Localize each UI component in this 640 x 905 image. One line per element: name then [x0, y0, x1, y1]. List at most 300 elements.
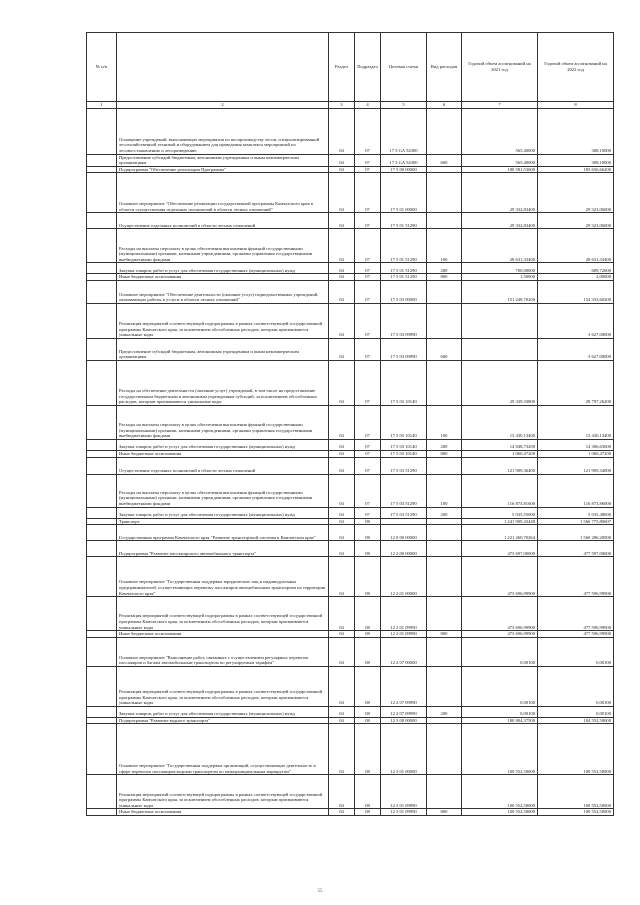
row-razdel: 04	[329, 666, 355, 706]
row-target-article: 17 5 03 51290	[381, 507, 427, 518]
row-amount-2021: 473 696,99900	[462, 631, 538, 638]
row-expense-type: 200	[427, 706, 462, 717]
row-razdel: 04	[329, 450, 355, 457]
row-name: Расходы на обеспечение деятельности (оказание услуг) учреждений, в том числе на предоставление государственным бюджетным и автономным учреждениям субсидий, за исключением обособленных расходов, которым присваиваются уникальные коды	[117, 360, 329, 405]
table-row	[87, 263, 614, 274]
table-row	[87, 541, 614, 557]
row-name: Предоставление субсидий бюджетным, автономным учреждениям и иным некоммерческим организациям	[117, 154, 329, 166]
row-target-article: 17 5 01 00000	[381, 173, 427, 213]
row-name: Расходы на выплаты персоналу в целях обеспечения выполнения функций государственными (муниципальными) органами, казенными учреждениями, органами управления государственными внебюджетными фондами	[117, 405, 329, 439]
row-amount-2022: 689,72600	[538, 263, 614, 274]
table-row	[87, 213, 614, 229]
row-podrazdel: 07	[355, 474, 381, 507]
table-row	[87, 229, 614, 263]
header-num: № п/п	[87, 33, 117, 102]
row-target-article: 17 3 GA 54300	[381, 154, 427, 166]
budget-table	[86, 32, 614, 816]
row-razdel: 04	[329, 360, 355, 405]
row-amount-2021: 1 221 260,70264	[462, 525, 538, 541]
row-expense-type: 100	[427, 405, 462, 439]
row-razdel: 04	[329, 724, 355, 775]
row-name: Основное мероприятие "Обеспечение реализации государственной программы Камчатского края в области осуществления отдельных полномочий в области лесных отношений"	[117, 173, 329, 213]
row-razdel: 04	[329, 557, 355, 597]
row-expense-type: 200	[427, 507, 462, 518]
row-number	[87, 173, 117, 213]
row-amount-2022: 1 560 286,20000	[538, 525, 614, 541]
col-index: 3	[329, 102, 355, 109]
row-expense-type	[427, 360, 462, 405]
row-razdel: 04	[329, 518, 355, 525]
table-row	[87, 457, 614, 474]
row-expense-type	[427, 280, 462, 303]
row-name: Закупка товаров, работ и услуг для обеспечения государственных (муниципальных) нужд	[117, 706, 329, 717]
row-amount-2022: 14 306,65600	[538, 439, 614, 450]
table-row	[87, 166, 614, 173]
row-number	[87, 166, 117, 173]
row-target-article: 17 5 03 00000	[381, 280, 427, 303]
row-name: Иные бюджетные ассигнования	[117, 809, 329, 816]
row-number	[87, 507, 117, 518]
row-number	[87, 597, 117, 631]
row-podrazdel: 07	[355, 338, 381, 360]
row-podrazdel: 08	[355, 775, 381, 809]
row-amount-2021: 1 060,47200	[462, 450, 538, 457]
row-amount-2022: 0,00100	[538, 706, 614, 717]
row-podrazdel: 07	[355, 439, 381, 450]
row-razdel: 04	[329, 637, 355, 666]
row-name: Предоставление субсидий бюджетным, автономным учреждениям и иным некоммерческим организациям	[117, 338, 329, 360]
row-name: Реализация мероприятий соответствующей подпрограммы в рамках соответствующей государственной программы Камчатского края, за исключением обособленных расходов, которым присваиваются уникальные коды	[117, 666, 329, 706]
row-target-article: 12 3 01 00000	[381, 724, 427, 775]
row-amount-2021: 29 339,33800	[462, 360, 538, 405]
row-expense-type: 200	[427, 263, 462, 274]
table-row	[87, 597, 614, 631]
header-razdel: Раздел	[329, 33, 355, 102]
row-amount-2021: 1 241 909,43448	[462, 518, 538, 525]
row-number	[87, 439, 117, 450]
row-target-article: 17 5 00 00000	[381, 166, 427, 173]
row-amount-2022: 154 333,60200	[538, 280, 614, 303]
row-razdel: 04	[329, 274, 355, 281]
row-podrazdel: 08	[355, 541, 381, 557]
col-index: 6	[427, 102, 462, 109]
row-amount-2021: 473 696,99900	[462, 597, 538, 631]
row-target-article	[381, 518, 427, 525]
row-amount-2022: 29 323,06000	[538, 173, 614, 213]
row-podrazdel: 08	[355, 525, 381, 541]
row-podrazdel: 07	[355, 457, 381, 474]
row-razdel: 04	[329, 166, 355, 173]
row-razdel: 04	[329, 303, 355, 338]
col-index: 8	[538, 102, 614, 109]
row-amount-2022: 1 566 775,80607	[538, 518, 614, 525]
row-razdel: 04	[329, 474, 355, 507]
table-row	[87, 108, 614, 154]
row-razdel: 04	[329, 775, 355, 809]
row-razdel: 04	[329, 280, 355, 303]
row-target-article: 17 5 03 09990	[381, 303, 427, 338]
row-amount-2022: 308,10000	[538, 154, 614, 166]
row-amount-2021	[462, 303, 538, 338]
row-amount-2021: 14 848,73200	[462, 439, 538, 450]
row-target-article: 17 5 01 51290	[381, 213, 427, 229]
row-number	[87, 280, 117, 303]
row-number	[87, 557, 117, 597]
row-expense-type	[427, 166, 462, 173]
row-number	[87, 274, 117, 281]
row-name: Реализация мероприятий соответствующей подпрограммы в рамках соответствующей государственной программы Камчатского края, за исключением обособленных расходов, которым присваиваются уникальные коды	[117, 303, 329, 338]
row-expense-type: 200	[427, 439, 462, 450]
row-number	[87, 666, 117, 706]
row-razdel: 04	[329, 229, 355, 263]
row-podrazdel: 08	[355, 557, 381, 597]
row-target-article: 17 5 01 51290	[381, 274, 427, 281]
row-number	[87, 525, 117, 541]
row-razdel: 04	[329, 338, 355, 360]
col-index: 5	[381, 102, 427, 109]
header-target-article: Целевая статья	[381, 33, 427, 102]
row-razdel: 04	[329, 631, 355, 638]
table-row	[87, 303, 614, 338]
row-amount-2021: 151 248,70200	[462, 280, 538, 303]
header-name	[117, 33, 329, 102]
table-row	[87, 280, 614, 303]
row-expense-type: 100	[427, 229, 462, 263]
row-podrazdel: 07	[355, 263, 381, 274]
table-row	[87, 706, 614, 717]
row-expense-type	[427, 724, 462, 775]
row-target-article: 12 2 00 00000	[381, 541, 427, 557]
row-target-article: 17 5 01 51290	[381, 229, 427, 263]
row-amount-2021: 100 552,50000	[462, 775, 538, 809]
table-row	[87, 450, 614, 457]
row-razdel: 04	[329, 154, 355, 166]
table-row	[87, 360, 614, 405]
row-podrazdel: 07	[355, 303, 381, 338]
row-amount-2021: 180 581,53600	[462, 166, 538, 173]
row-amount-2022: 477 596,99900	[538, 597, 614, 631]
row-name: Основное мероприятие "Государственная поддержка организаций, осуществляющих деятельность в сфере перевозок пассажиров водным транспортом по межмуниципальным маршрутам"	[117, 724, 329, 775]
row-name: Реализация мероприятий соответствующей подпрограммы в рамках соответствующей государственной программы Камчатского края, за исключением обособленных расходов, которым присваиваются уникальные коды	[117, 597, 329, 631]
row-amount-2022: 1 060,47200	[538, 450, 614, 457]
row-target-article: 12 3 01 09990	[381, 775, 427, 809]
row-razdel: 04	[329, 717, 355, 724]
col-index: 7	[462, 102, 538, 109]
row-amount-2021: 180 804,37500	[462, 717, 538, 724]
row-razdel: 04	[329, 507, 355, 518]
row-number	[87, 213, 117, 229]
table-row	[87, 474, 614, 507]
column-index-row	[87, 102, 614, 109]
row-amount-2021: 0,00100	[462, 706, 538, 717]
row-amount-2022: 28 631,33400	[538, 229, 614, 263]
row-number	[87, 108, 117, 154]
row-target-article: 17 3 GA 54300	[381, 108, 427, 154]
row-number	[87, 518, 117, 525]
page-number: 55	[317, 889, 323, 894]
row-amount-2022: 477 596,99900	[538, 557, 614, 597]
table-row	[87, 173, 614, 213]
row-amount-2021: 13 430,13400	[462, 405, 538, 439]
row-expense-type	[427, 637, 462, 666]
row-amount-2021: 0,00100	[462, 637, 538, 666]
row-target-article: 12 2 01 09990	[381, 597, 427, 631]
row-razdel: 04	[329, 525, 355, 541]
row-expense-type	[427, 213, 462, 229]
row-amount-2021: 121 909,36400	[462, 457, 538, 474]
row-amount-2022: 5 035,48000	[538, 507, 614, 518]
row-number	[87, 154, 117, 166]
row-name: Закупка товаров, работ и услуг для обеспечения государственных (муниципальных) нужд	[117, 263, 329, 274]
row-amount-2021: 565,40000	[462, 108, 538, 154]
row-amount-2021: 116 873,81600	[462, 474, 538, 507]
row-name: Иные бюджетные ассигнования	[117, 450, 329, 457]
row-number	[87, 457, 117, 474]
row-name: Государственная программа Камчатского края "Развитие транспортной системы в Камчатском крае"	[117, 525, 329, 541]
table-row	[87, 154, 614, 166]
table-row	[87, 518, 614, 525]
row-name: Закупка товаров, работ и услуг для обеспечения государственных (муниципальных) нужд	[117, 439, 329, 450]
row-amount-2021: 0,00100	[462, 666, 538, 706]
row-number	[87, 360, 117, 405]
row-number	[87, 263, 117, 274]
row-name: Подпрограмма "Развитие водного транспорта"	[117, 717, 329, 724]
row-number	[87, 541, 117, 557]
row-amount-2022: 116 873,86000	[538, 474, 614, 507]
table-row	[87, 724, 614, 775]
row-number	[87, 450, 117, 457]
row-podrazdel: 07	[355, 213, 381, 229]
row-expense-type: 100	[427, 474, 462, 507]
row-expense-type	[427, 597, 462, 631]
table-body	[87, 102, 614, 816]
row-amount-2022: 3 627,00000	[538, 303, 614, 338]
row-amount-2021: 565,40000	[462, 154, 538, 166]
row-razdel: 04	[329, 706, 355, 717]
row-amount-2022: 100 552,50000	[538, 724, 614, 775]
table-row	[87, 717, 614, 724]
row-amount-2021: 28 631,33400	[462, 229, 538, 263]
row-amount-2021: 473 696,99900	[462, 557, 538, 597]
table-row	[87, 439, 614, 450]
row-expense-type	[427, 108, 462, 154]
row-target-article: 17 5 03 10140	[381, 405, 427, 439]
row-amount-2021: 100 552,50000	[462, 809, 538, 816]
row-amount-2021: 700,00000	[462, 263, 538, 274]
row-podrazdel: 07	[355, 360, 381, 405]
col-index: 2	[117, 102, 329, 109]
row-amount-2021: 473 697,00000	[462, 541, 538, 557]
row-number	[87, 809, 117, 816]
row-amount-2021: 29 332,83400	[462, 173, 538, 213]
row-number	[87, 474, 117, 507]
row-name: Транспорт	[117, 518, 329, 525]
row-expense-type	[427, 173, 462, 213]
table-row	[87, 637, 614, 666]
table-row	[87, 525, 614, 541]
table-row	[87, 809, 614, 816]
row-amount-2022: 104 552,50000	[538, 717, 614, 724]
row-expense-type: 800	[427, 809, 462, 816]
row-podrazdel: 07	[355, 274, 381, 281]
header-podrazdel: Подраздел	[355, 33, 381, 102]
row-expense-type	[427, 717, 462, 724]
table-row	[87, 631, 614, 638]
row-amount-2022: 477 597,00000	[538, 541, 614, 557]
row-name: Осуществление отдельных полномочий в области лесных отношений	[117, 457, 329, 474]
header-expense-type: Вид расходов	[427, 33, 462, 102]
row-target-article: 17 5 03 09990	[381, 338, 427, 360]
row-podrazdel: 07	[355, 173, 381, 213]
row-expense-type: 600	[427, 154, 462, 166]
row-amount-2022: 100 552,50000	[538, 775, 614, 809]
row-podrazdel: 07	[355, 229, 381, 263]
row-target-article: 17 5 03 10140	[381, 439, 427, 450]
row-expense-type	[427, 303, 462, 338]
row-number	[87, 724, 117, 775]
row-name: Иные бюджетные ассигнования	[117, 631, 329, 638]
row-target-article: 17 5 03 10140	[381, 360, 427, 405]
row-razdel: 04	[329, 541, 355, 557]
row-expense-type	[427, 775, 462, 809]
row-amount-2022: 29 323,06000	[538, 213, 614, 229]
row-target-article: 17 5 03 51290	[381, 457, 427, 474]
col-index: 4	[355, 102, 381, 109]
row-amount-2022: 3 627,00000	[538, 338, 614, 360]
row-podrazdel: 08	[355, 518, 381, 525]
row-number	[87, 229, 117, 263]
row-name: Осуществление отдельных полномочий в области лесных отношений	[117, 213, 329, 229]
table-row	[87, 405, 614, 439]
row-expense-type	[427, 557, 462, 597]
row-amount-2021: 100 552,50000	[462, 724, 538, 775]
row-number	[87, 706, 117, 717]
row-expense-type: 800	[427, 631, 462, 638]
row-razdel: 04	[329, 263, 355, 274]
row-name: Закупка товаров, работ и услуг для обеспечения государственных (муниципальных) нужд	[117, 507, 329, 518]
row-number	[87, 717, 117, 724]
row-podrazdel: 07	[355, 507, 381, 518]
row-expense-type	[427, 518, 462, 525]
row-amount-2022: 0,00100	[538, 637, 614, 666]
row-target-article: 12 0 00 00000	[381, 525, 427, 541]
row-target-article: 17 5 03 10140	[381, 450, 427, 457]
row-amount-2022: 2,00000	[538, 274, 614, 281]
row-razdel: 04	[329, 809, 355, 816]
row-podrazdel: 07	[355, 108, 381, 154]
row-podrazdel: 08	[355, 631, 381, 638]
row-number	[87, 338, 117, 360]
row-amount-2021: 1,50000	[462, 274, 538, 281]
row-target-article: 12 2 01 09990	[381, 631, 427, 638]
row-name: Реализация мероприятий соответствующей подпрограммы в рамках соответствующей государственной программы Камчатского края, за исключением обособленных расходов, которым присваиваются уникальные коды	[117, 775, 329, 809]
row-expense-type	[427, 666, 462, 706]
row-razdel: 04	[329, 457, 355, 474]
row-razdel: 04	[329, 108, 355, 154]
header-2021: Годовой объем ассигнований на 2021 год	[462, 33, 538, 102]
table-row	[87, 507, 614, 518]
row-target-article: 12 2 07 09990	[381, 706, 427, 717]
row-target-article: 12 2 07 00000	[381, 637, 427, 666]
row-podrazdel: 08	[355, 809, 381, 816]
row-amount-2022: 477 596,99900	[538, 631, 614, 638]
row-podrazdel: 07	[355, 154, 381, 166]
row-amount-2022: 308,10000	[538, 108, 614, 154]
row-name: Подпрограмма "Обеспечение реализации Программы"	[117, 166, 329, 173]
table-row	[87, 666, 614, 706]
row-target-article: 12 3 01 09990	[381, 809, 427, 816]
row-amount-2021	[462, 338, 538, 360]
row-target-article: 12 2 07 09990	[381, 666, 427, 706]
row-expense-type	[427, 457, 462, 474]
row-expense-type: 600	[427, 338, 462, 360]
row-amount-2021: 29 332,83400	[462, 213, 538, 229]
row-razdel: 04	[329, 597, 355, 631]
row-name: Иные бюджетные ассигнования	[117, 274, 329, 281]
row-expense-type	[427, 525, 462, 541]
row-expense-type	[427, 541, 462, 557]
table-row	[87, 557, 614, 597]
row-number	[87, 631, 117, 638]
row-number	[87, 775, 117, 809]
col-index: 1	[87, 102, 117, 109]
row-podrazdel: 07	[355, 166, 381, 173]
row-expense-type: 800	[427, 450, 462, 457]
row-number	[87, 303, 117, 338]
row-podrazdel: 08	[355, 637, 381, 666]
row-razdel: 04	[329, 439, 355, 450]
row-amount-2022: 121 909,34000	[538, 457, 614, 474]
header-2022: Годовой объем ассигнований на 2022 год	[538, 33, 614, 102]
row-target-article: 17 5 01 51290	[381, 263, 427, 274]
row-number	[87, 405, 117, 439]
row-number	[87, 637, 117, 666]
row-podrazdel: 07	[355, 450, 381, 457]
row-podrazdel: 08	[355, 706, 381, 717]
row-razdel: 04	[329, 405, 355, 439]
row-amount-2021: 5 035,55000	[462, 507, 538, 518]
row-podrazdel: 08	[355, 597, 381, 631]
row-name: Расходы на выплаты персоналу в целях обеспечения выполнения функций государственными (муниципальными) органами, казенными учреждениями, органами управления государственными внебюджетными фондами	[117, 474, 329, 507]
row-target-article: 12 3 00 00000	[381, 717, 427, 724]
row-podrazdel: 07	[355, 280, 381, 303]
header-row	[87, 33, 614, 102]
row-razdel: 04	[329, 213, 355, 229]
row-name: Оснащение учреждений, выполняющих мероприятия по воспроизводству лесов, специализированной лесохозяйственной техникой и оборудованием для проведения комплекса мероприятий по лесовосстановлению и лесоразведению	[117, 108, 329, 154]
row-amount-2022: 28 797,26200	[538, 360, 614, 405]
row-name: Расходы на выплаты персоналу в целях обеспечения выполнения функций государственными (муниципальными) органами, казенными учреждениями, органами управления государственными внебюджетными фондами	[117, 229, 329, 263]
row-name: Основное мероприятие "Обеспечение деятельности (оказание услуг) подведомственных учреждений, оказывающих работы и услуги в области лесных отношений"	[117, 280, 329, 303]
row-podrazdel: 08	[355, 717, 381, 724]
table-row	[87, 274, 614, 281]
row-name: Основное мероприятие "Государственная поддержка юридических лиц и индивидуальных предпринимателей, осуществляющих перевозку пассажиров автомобильным транспортом на территории Камчатского края"	[117, 557, 329, 597]
row-expense-type: 800	[427, 274, 462, 281]
row-razdel: 04	[329, 173, 355, 213]
row-name: Основное мероприятие "Выполнение работ, связанных с осуществлением регулярных перевозок пассажиров и багажа автомобильным транспортом по регулируемым тарифам"	[117, 637, 329, 666]
row-target-article: 12 2 01 00000	[381, 557, 427, 597]
row-target-article: 17 5 03 51290	[381, 474, 427, 507]
row-amount-2022: 0,00100	[538, 666, 614, 706]
row-podrazdel: 08	[355, 666, 381, 706]
table-row	[87, 775, 614, 809]
row-amount-2022: 183 656,66200	[538, 166, 614, 173]
row-podrazdel: 08	[355, 724, 381, 775]
row-amount-2022: 100 552,50000	[538, 809, 614, 816]
row-name: Подпрограмма "Развитие пассажирского автомобильного транспорта"	[117, 541, 329, 557]
row-amount-2022: 13 430,13400	[538, 405, 614, 439]
table-row	[87, 338, 614, 360]
row-podrazdel: 07	[355, 405, 381, 439]
